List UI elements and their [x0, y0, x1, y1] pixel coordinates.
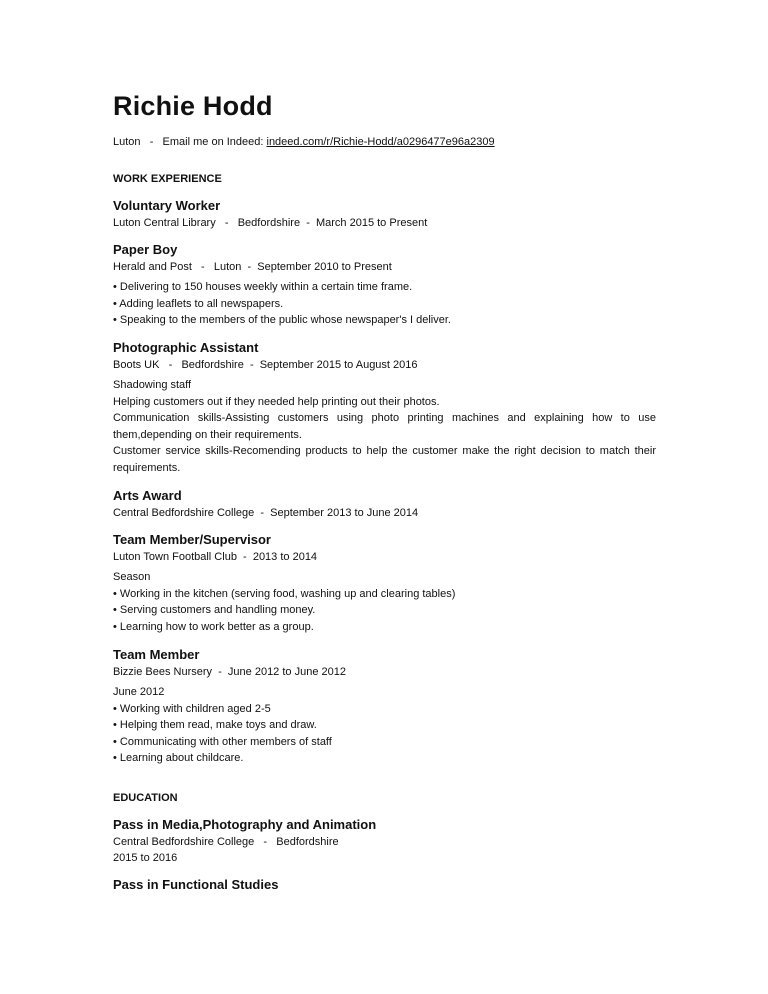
job-meta: Bizzie Bees Nursery - June 2012 to June 2012 — [113, 666, 346, 678]
paragraph: Shadowing staff — [113, 379, 192, 391]
list-item: • Learning how to work better as a group. — [113, 620, 314, 633]
job-title: Team Member/Supervisor — [113, 532, 271, 547]
job-meta: Luton Central Library - Bedfordshire - March 2015 to Present — [113, 217, 428, 229]
job-team-member — [113, 647, 656, 767]
job-title: Paper Boy — [113, 242, 178, 257]
email-label: Email me on Indeed: — [162, 136, 264, 148]
paragraph: Communication skills-Assisting customers using photo printing machines and explaining how to use them,depending on their requirements. — [113, 412, 656, 441]
list-item: • Delivering to 150 houses weekly within a certain time frame. — [113, 281, 413, 293]
list-item: • Serving customers and handling money. — [113, 604, 316, 617]
job-title: Team Member — [113, 647, 200, 662]
job-meta: Boots UK - Bedfordshire - September 2015 to August 2016 — [113, 359, 418, 371]
list-item: • Speaking to the members of the public whose newspaper's I deliver. — [113, 314, 451, 327]
list-item: • Working with children aged 2-5 — [113, 702, 271, 715]
paragraph: Helping customers out if they needed help printing out their photos. — [113, 395, 440, 408]
list-item: • Helping them read, make toys and draw. — [113, 719, 317, 732]
job-paper-boy — [113, 242, 656, 329]
contact-line — [113, 136, 495, 148]
education-dates: 2015 to 2016 — [113, 852, 178, 864]
job-description — [113, 569, 656, 635]
work-experience-heading: WORK EXPERIENCE — [113, 173, 222, 185]
indeed-profile-link[interactable]: indeed.com/r/Richie-Hodd/a0296477e96a2309 — [266, 136, 495, 148]
job-team-member-supervisor — [113, 532, 656, 635]
list-item: June 2012 — [113, 686, 165, 698]
job-arts-award — [113, 488, 656, 520]
education-title: Pass in Functional Studies — [113, 877, 279, 892]
list-item: Season — [113, 571, 151, 583]
list-item: • Working in the kitchen (serving food, washing up and clearing tables) — [113, 587, 456, 600]
list-item: • Communicating with other members of staff — [113, 735, 332, 748]
paragraph: Customer service skills-Recomending products to help the customer make the right decision to match their requirements. — [113, 445, 656, 474]
job-title: Voluntary Worker — [113, 198, 221, 213]
candidate-name: Richie Hodd — [113, 91, 273, 121]
job-photographic-assistant — [113, 340, 656, 477]
education-media-photography — [113, 817, 656, 865]
job-description — [113, 279, 656, 329]
job-meta: Central Bedfordshire College - September 2013 to June 2014 — [113, 507, 419, 519]
location: Luton — [113, 136, 141, 148]
list-item: • Learning about childcare. — [113, 752, 244, 765]
job-title: Photographic Assistant — [113, 340, 259, 355]
job-description — [113, 377, 656, 477]
contact-separator: - — [149, 136, 154, 148]
education-meta: Central Bedfordshire College - Bedfordshire — [113, 836, 339, 848]
education-title: Pass in Media,Photography and Animation — [113, 817, 377, 832]
job-title: Arts Award — [113, 488, 182, 503]
job-voluntary-worker — [113, 198, 656, 230]
list-item: • Adding leaflets to all newspapers. — [113, 297, 284, 310]
job-meta: Herald and Post - Luton - September 2010 to Present — [113, 261, 392, 273]
job-description — [113, 684, 656, 767]
job-meta: Luton Town Football Club - 2013 to 2014 — [113, 551, 318, 563]
education-heading: EDUCATION — [113, 792, 178, 804]
education-functional-studies — [113, 877, 656, 893]
